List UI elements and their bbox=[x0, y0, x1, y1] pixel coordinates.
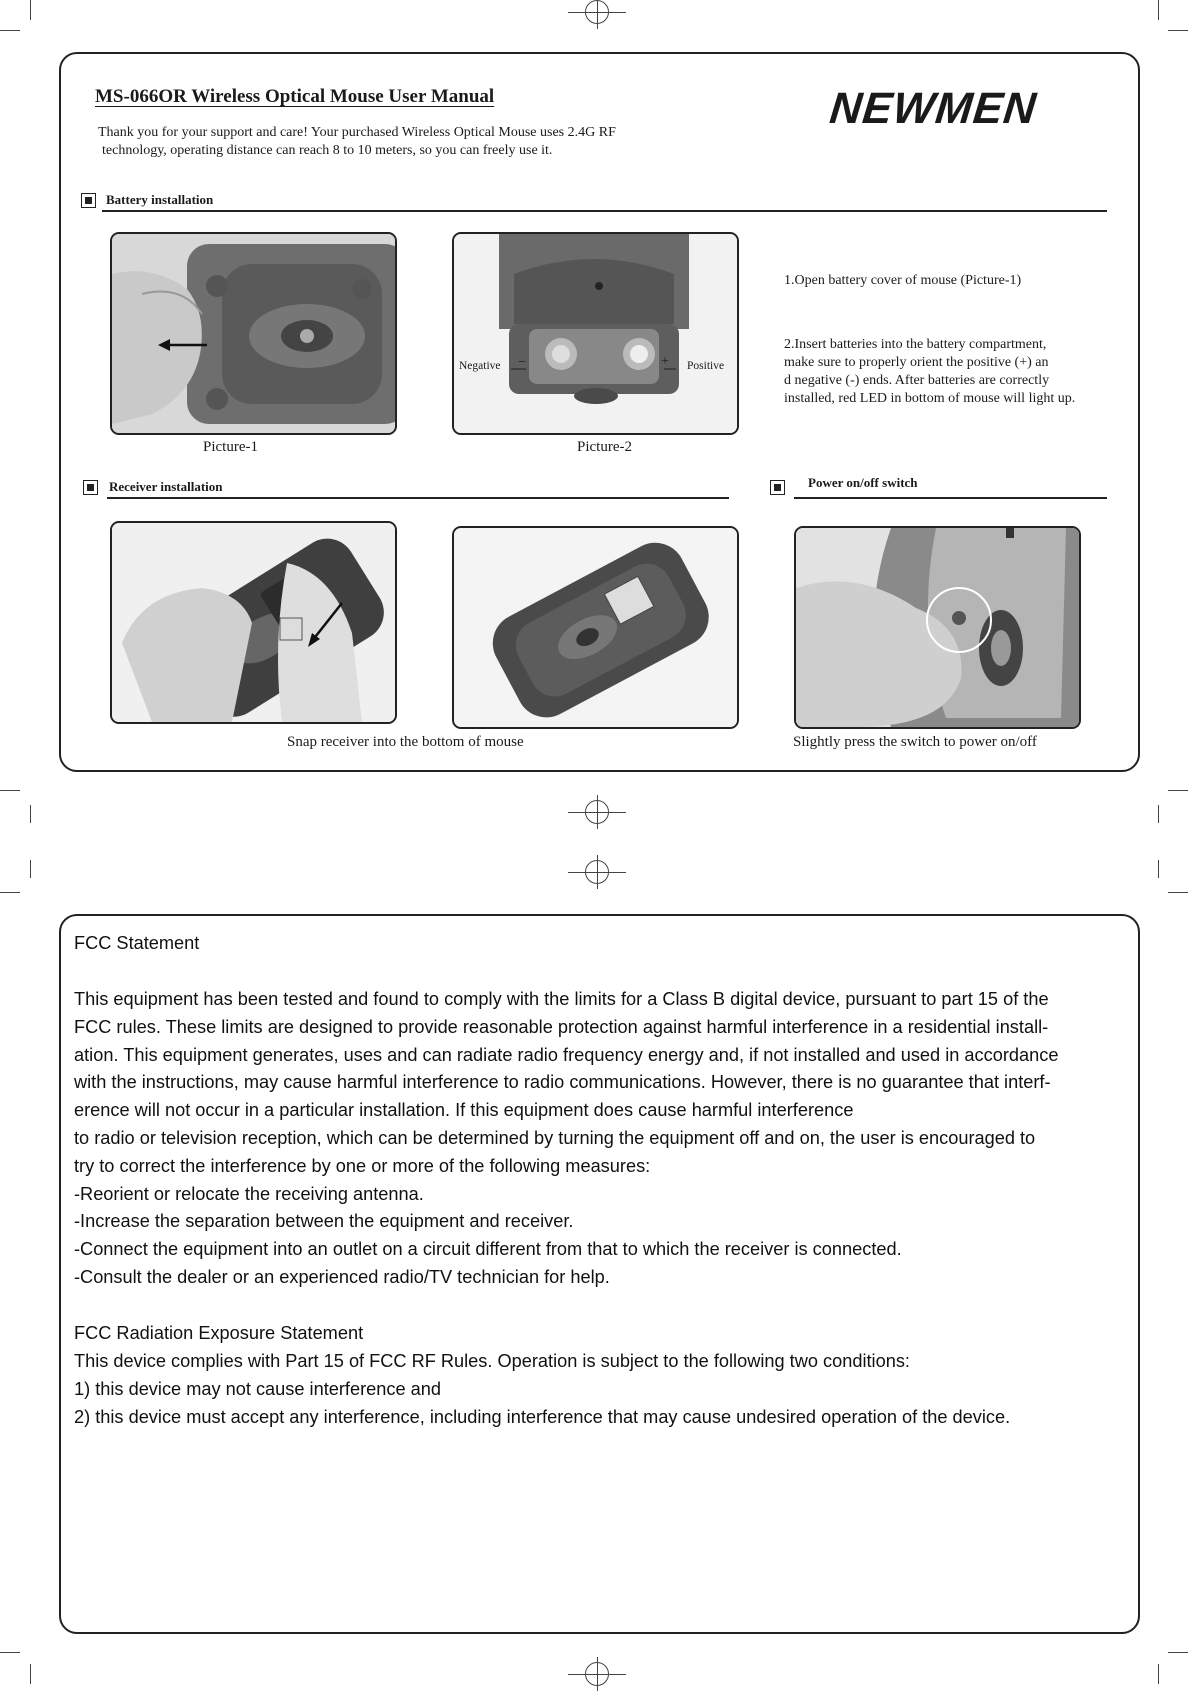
battery-step-2-line: make sure to properly orient the positive (+) an bbox=[784, 355, 1049, 370]
section-rule bbox=[794, 497, 1107, 499]
battery-step-1: 1.Open battery cover of mouse (Picture-1) bbox=[784, 273, 1022, 288]
fcc-radiation-heading: FCC Radiation Exposure Statement bbox=[74, 1323, 364, 1343]
intro-line-2: technology, operating distance can reach 8 to 10 meters, so you can freely use it. bbox=[102, 143, 553, 158]
fcc-body-line: erence will not occur in a particular installation. If this equipment does cause harmful interference bbox=[74, 1100, 854, 1121]
picture-2-photo bbox=[452, 232, 739, 435]
fcc-radiation-line: This device complies with Part 15 of FCC RF Rules. Operation is subject to the following two conditions: bbox=[74, 1351, 910, 1371]
receiver-caption: Snap receiver into the bottom of mouse bbox=[287, 734, 524, 750]
positive-label: Positive bbox=[687, 360, 725, 372]
brand-logo: NEWMEN bbox=[827, 84, 1040, 133]
section-rule bbox=[107, 497, 729, 499]
battery-step-2 bbox=[784, 336, 1075, 408]
battery-step-2-line: 2.Insert batteries into the battery compartment, bbox=[784, 337, 1047, 352]
registration-mark bbox=[585, 860, 609, 884]
fcc-body-line: ation. This equipment generates, uses and can radiate radio frequency energy and, if not installed and used in accordance bbox=[74, 1044, 1059, 1065]
registration-mark bbox=[585, 0, 609, 24]
picture-1-photo bbox=[110, 232, 397, 435]
receiver-heading: Receiver installation bbox=[109, 479, 223, 494]
picture-2-caption: Picture-2 bbox=[577, 439, 632, 455]
section-bullet-icon bbox=[770, 480, 785, 495]
fcc-body-line: -Connect the equipment into an outlet on a circuit different from that to which the receiver is connected. bbox=[74, 1239, 902, 1260]
fcc-body bbox=[74, 986, 1058, 1292]
battery-heading: Battery installation bbox=[106, 192, 214, 207]
battery-step-2-line: installed, red LED in bottom of mouse will light up. bbox=[784, 391, 1076, 406]
power-switch-photo bbox=[794, 526, 1081, 729]
section-rule bbox=[102, 210, 1107, 212]
manual-title: MS-066OR Wireless Optical Mouse User Manual bbox=[95, 86, 495, 107]
fcc-body-line: try to correct the interference by one or more of the following measures: bbox=[74, 1155, 651, 1176]
minus-sign: − bbox=[518, 355, 526, 370]
section-bullet-icon bbox=[83, 480, 98, 495]
registration-mark bbox=[585, 800, 609, 824]
fcc-body-line: to radio or television reception, which can be determined by turning the equipment off and on, the user is encouraged to bbox=[74, 1127, 1036, 1148]
registration-mark bbox=[585, 1662, 609, 1686]
fcc-body-line: with the instructions, may cause harmful interference to radio communications. However, there is no guarantee that interf- bbox=[74, 1072, 1051, 1093]
intro-line-1: Thank you for your support and care! Your purchased Wireless Optical Mouse uses 2.4G RF bbox=[98, 125, 616, 140]
receiver-photo-1 bbox=[110, 521, 397, 724]
power-heading: Power on/off switch bbox=[808, 475, 918, 490]
fcc-radiation-line: 1) this device may not cause interference and bbox=[74, 1378, 441, 1399]
negative-label: Negative bbox=[459, 360, 501, 372]
battery-step-2-line: d negative (-) ends. After batteries are correctly bbox=[784, 373, 1050, 388]
fcc-body-line: -Increase the separation between the equipment and receiver. bbox=[74, 1211, 574, 1232]
fcc-radiation-line: 2) this device must accept any interference, including interference that may cause undesired operation of the device. bbox=[74, 1406, 1011, 1427]
plus-sign: + bbox=[661, 354, 669, 369]
picture-1-caption: Picture-1 bbox=[203, 439, 258, 455]
fcc-body-line: This equipment has been tested and found to comply with the limits for a Class B digital device, pursuant to part 15 of the bbox=[74, 989, 1049, 1009]
receiver-photo-2 bbox=[452, 526, 739, 729]
power-caption: Slightly press the switch to power on/off bbox=[793, 734, 1037, 750]
fcc-heading: FCC Statement bbox=[74, 933, 200, 953]
fcc-body-line: -Reorient or relocate the receiving antenna. bbox=[74, 1183, 424, 1204]
section-bullet-icon bbox=[81, 193, 96, 208]
fcc-body-line: -Consult the dealer or an experienced radio/TV technician for help. bbox=[74, 1266, 610, 1287]
fcc-body-line: FCC rules. These limits are designed to provide reasonable protection against harmful interference in a residential install- bbox=[74, 1016, 1049, 1037]
fcc-radiation-body bbox=[74, 1348, 1010, 1431]
